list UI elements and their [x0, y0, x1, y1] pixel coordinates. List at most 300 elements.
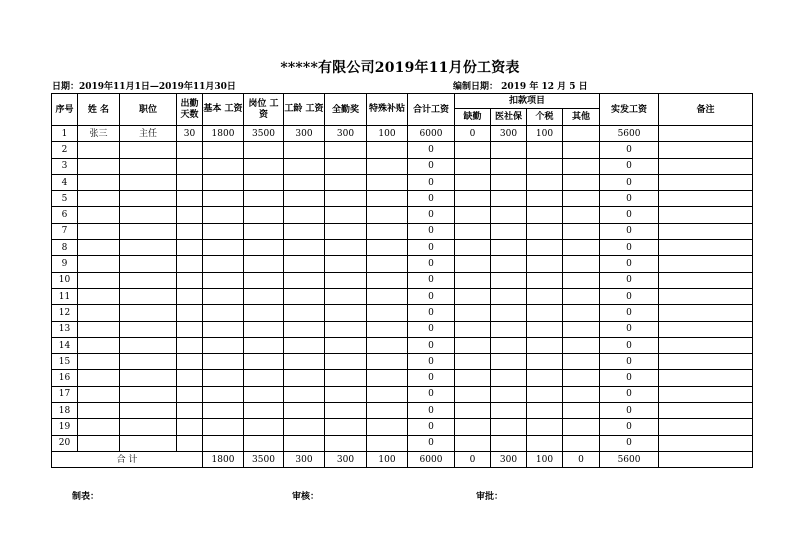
table-row — [52, 354, 753, 370]
cell-net-pay: 0 — [600, 354, 659, 370]
cell-tax — [527, 256, 563, 272]
cell-special — [367, 191, 408, 207]
cell-special — [367, 142, 408, 158]
cell-seq: 11 — [52, 288, 78, 304]
cell-base — [203, 403, 244, 419]
totals-post: 3500 — [244, 451, 284, 467]
cell-base — [203, 321, 244, 337]
cell-attendance — [177, 288, 203, 304]
cell-absence — [455, 435, 491, 451]
cell-absence — [455, 354, 491, 370]
cell-absence — [455, 256, 491, 272]
cell-tax — [527, 370, 563, 386]
cell-total-pay: 0 — [408, 419, 455, 435]
table-row — [52, 158, 753, 174]
cell-position — [120, 419, 177, 435]
cell-seq: 8 — [52, 240, 78, 256]
cell-seq: 12 — [52, 305, 78, 321]
cell-name — [78, 435, 120, 451]
cell-insurance — [491, 142, 527, 158]
cell-remarks — [659, 354, 753, 370]
table-row — [52, 305, 753, 321]
header-attendance: 出勤天数 — [177, 94, 203, 126]
cell-seniority — [284, 337, 325, 353]
cell-total-pay: 0 — [408, 435, 455, 451]
header-total-pay: 合计工资 — [408, 94, 455, 126]
cell-net-pay: 0 — [600, 435, 659, 451]
cell-total-pay: 0 — [408, 256, 455, 272]
cell-other — [563, 174, 600, 190]
cell-post — [244, 419, 284, 435]
cell-net-pay: 0 — [600, 419, 659, 435]
cell-special — [367, 240, 408, 256]
cell-absence — [455, 240, 491, 256]
cell-position — [120, 370, 177, 386]
totals-seniority: 300 — [284, 451, 325, 467]
cell-post — [244, 337, 284, 353]
cell-other — [563, 126, 600, 142]
cell-seq: 9 — [52, 256, 78, 272]
cell-total-pay: 0 — [408, 370, 455, 386]
cell-seq: 14 — [52, 337, 78, 353]
cell-full-attendance — [325, 354, 367, 370]
cell-name — [78, 403, 120, 419]
cell-base — [203, 419, 244, 435]
footer-reviewed-by: 审核： — [292, 492, 320, 502]
cell-insurance — [491, 386, 527, 402]
header-tax: 个税 — [527, 109, 563, 126]
cell-insurance — [491, 370, 527, 386]
cell-remarks — [659, 240, 753, 256]
cell-insurance — [491, 174, 527, 190]
cell-base — [203, 174, 244, 190]
cell-absence — [455, 337, 491, 353]
cell-attendance — [177, 223, 203, 239]
header-absence: 缺勤 — [455, 109, 491, 126]
table-row — [52, 240, 753, 256]
cell-insurance — [491, 354, 527, 370]
cell-net-pay: 0 — [600, 288, 659, 304]
cell-total-pay: 0 — [408, 174, 455, 190]
cell-special — [367, 288, 408, 304]
cell-seq: 19 — [52, 419, 78, 435]
cell-seniority — [284, 403, 325, 419]
cell-special — [367, 174, 408, 190]
cell-base — [203, 256, 244, 272]
cell-position — [120, 256, 177, 272]
cell-special — [367, 223, 408, 239]
cell-name — [78, 321, 120, 337]
cell-other — [563, 337, 600, 353]
cell-name — [78, 174, 120, 190]
table-row — [52, 321, 753, 337]
cell-full-attendance — [325, 142, 367, 158]
totals-absence: 0 — [455, 451, 491, 467]
cell-name — [78, 158, 120, 174]
cell-remarks — [659, 142, 753, 158]
cell-seq: 7 — [52, 223, 78, 239]
cell-position — [120, 191, 177, 207]
cell-other — [563, 419, 600, 435]
cell-other — [563, 403, 600, 419]
cell-position: 主任 — [120, 126, 177, 142]
cell-net-pay: 0 — [600, 142, 659, 158]
cell-other — [563, 158, 600, 174]
header-other: 其他 — [563, 109, 600, 126]
cell-tax — [527, 142, 563, 158]
cell-other — [563, 223, 600, 239]
cell-base — [203, 354, 244, 370]
cell-special: 100 — [367, 126, 408, 142]
cell-seq: 15 — [52, 354, 78, 370]
cell-seniority — [284, 305, 325, 321]
cell-post — [244, 256, 284, 272]
cell-insurance — [491, 207, 527, 223]
totals-total-pay: 6000 — [408, 451, 455, 467]
cell-position — [120, 354, 177, 370]
cell-net-pay: 0 — [600, 370, 659, 386]
cell-base — [203, 288, 244, 304]
cell-total-pay: 0 — [408, 321, 455, 337]
header-position: 职位 — [120, 94, 177, 126]
cell-remarks — [659, 419, 753, 435]
cell-name — [78, 337, 120, 353]
cell-seniority — [284, 386, 325, 402]
cell-net-pay: 0 — [600, 256, 659, 272]
cell-absence — [455, 321, 491, 337]
cell-base — [203, 337, 244, 353]
header-remarks: 备注 — [659, 94, 753, 126]
header-name: 姓 名 — [78, 94, 120, 126]
cell-post — [244, 191, 284, 207]
cell-attendance — [177, 403, 203, 419]
cell-total-pay: 0 — [408, 288, 455, 304]
cell-post — [244, 207, 284, 223]
cell-base — [203, 386, 244, 402]
cell-attendance — [177, 158, 203, 174]
cell-seniority — [284, 256, 325, 272]
cell-net-pay: 0 — [600, 207, 659, 223]
cell-absence — [455, 403, 491, 419]
cell-seq: 13 — [52, 321, 78, 337]
cell-name — [78, 272, 120, 288]
cell-net-pay: 5600 — [600, 126, 659, 142]
table-row — [52, 174, 753, 190]
cell-remarks — [659, 191, 753, 207]
cell-other — [563, 354, 600, 370]
table-row — [52, 337, 753, 353]
cell-attendance — [177, 142, 203, 158]
cell-position — [120, 223, 177, 239]
cell-insurance: 300 — [491, 126, 527, 142]
cell-tax — [527, 240, 563, 256]
cell-full-attendance — [325, 256, 367, 272]
cell-absence — [455, 158, 491, 174]
cell-attendance: 30 — [177, 126, 203, 142]
cell-seniority — [284, 272, 325, 288]
cell-net-pay: 0 — [600, 191, 659, 207]
cell-base — [203, 142, 244, 158]
cell-base — [203, 240, 244, 256]
header-row — [52, 94, 753, 109]
cell-remarks — [659, 370, 753, 386]
cell-insurance — [491, 337, 527, 353]
cell-attendance — [177, 435, 203, 451]
payroll-table — [51, 93, 753, 468]
cell-remarks — [659, 272, 753, 288]
cell-name — [78, 207, 120, 223]
cell-insurance — [491, 240, 527, 256]
cell-base — [203, 158, 244, 174]
cell-remarks — [659, 337, 753, 353]
totals-tax: 100 — [527, 451, 563, 467]
cell-full-attendance — [325, 158, 367, 174]
header-seniority-salary: 工龄 工资 — [284, 94, 325, 126]
cell-insurance — [491, 305, 527, 321]
header-deductions: 扣款项目 — [455, 94, 600, 109]
cell-special — [367, 158, 408, 174]
cell-seq: 20 — [52, 435, 78, 451]
cell-absence — [455, 419, 491, 435]
cell-other — [563, 305, 600, 321]
cell-total-pay: 6000 — [408, 126, 455, 142]
cell-absence — [455, 223, 491, 239]
table-row — [52, 403, 753, 419]
cell-attendance — [177, 256, 203, 272]
cell-name — [78, 240, 120, 256]
cell-attendance — [177, 191, 203, 207]
cell-absence — [455, 272, 491, 288]
cell-position — [120, 321, 177, 337]
cell-insurance — [491, 158, 527, 174]
cell-attendance — [177, 321, 203, 337]
header-net-pay: 实发工资 — [600, 94, 659, 126]
cell-post — [244, 354, 284, 370]
table-row — [52, 288, 753, 304]
cell-name — [78, 386, 120, 402]
cell-base: 1800 — [203, 126, 244, 142]
cell-absence — [455, 142, 491, 158]
cell-seq: 10 — [52, 272, 78, 288]
cell-insurance — [491, 191, 527, 207]
cell-net-pay: 0 — [600, 321, 659, 337]
cell-other — [563, 207, 600, 223]
cell-net-pay: 0 — [600, 386, 659, 402]
cell-base — [203, 305, 244, 321]
cell-seniority — [284, 158, 325, 174]
cell-full-attendance — [325, 207, 367, 223]
totals-label: 合 计 — [52, 451, 203, 467]
cell-total-pay: 0 — [408, 207, 455, 223]
cell-other — [563, 386, 600, 402]
cell-insurance — [491, 321, 527, 337]
cell-seniority — [284, 419, 325, 435]
cell-position — [120, 158, 177, 174]
cell-full-attendance — [325, 191, 367, 207]
cell-post — [244, 370, 284, 386]
cell-tax: 100 — [527, 126, 563, 142]
cell-tax — [527, 321, 563, 337]
cell-attendance — [177, 240, 203, 256]
cell-full-attendance — [325, 337, 367, 353]
cell-full-attendance — [325, 386, 367, 402]
cell-full-attendance — [325, 419, 367, 435]
cell-seq: 1 — [52, 126, 78, 142]
table-row — [52, 386, 753, 402]
cell-special — [367, 435, 408, 451]
cell-insurance — [491, 435, 527, 451]
cell-base — [203, 272, 244, 288]
table-row — [52, 207, 753, 223]
cell-post — [244, 158, 284, 174]
cell-base — [203, 435, 244, 451]
cell-full-attendance — [325, 305, 367, 321]
cell-full-attendance — [325, 240, 367, 256]
totals-other: 0 — [563, 451, 600, 467]
cell-tax — [527, 223, 563, 239]
cell-base — [203, 370, 244, 386]
cell-post — [244, 223, 284, 239]
cell-remarks — [659, 158, 753, 174]
cell-post — [244, 305, 284, 321]
cell-special — [367, 207, 408, 223]
cell-insurance — [491, 223, 527, 239]
cell-base — [203, 191, 244, 207]
cell-base — [203, 223, 244, 239]
cell-full-attendance — [325, 403, 367, 419]
cell-name — [78, 419, 120, 435]
cell-special — [367, 272, 408, 288]
cell-other — [563, 142, 600, 158]
cell-absence — [455, 305, 491, 321]
compile-date: 编制日期： 2019 年 12 月 5 日 — [453, 82, 588, 92]
cell-special — [367, 370, 408, 386]
cell-insurance — [491, 256, 527, 272]
cell-remarks — [659, 223, 753, 239]
cell-seq: 16 — [52, 370, 78, 386]
cell-absence — [455, 207, 491, 223]
header-base-salary: 基本 工资 — [203, 94, 244, 126]
cell-tax — [527, 207, 563, 223]
cell-insurance — [491, 419, 527, 435]
table-row — [52, 126, 753, 142]
cell-remarks — [659, 403, 753, 419]
cell-net-pay: 0 — [600, 403, 659, 419]
cell-absence — [455, 191, 491, 207]
header-seq: 序号 — [52, 94, 78, 126]
cell-absence: 0 — [455, 126, 491, 142]
cell-remarks — [659, 288, 753, 304]
cell-absence — [455, 370, 491, 386]
table-row — [52, 191, 753, 207]
cell-post — [244, 272, 284, 288]
cell-seniority — [284, 370, 325, 386]
cell-other — [563, 321, 600, 337]
page-title: *****有限公司2019年11月份工资表 — [280, 60, 520, 76]
cell-tax — [527, 305, 563, 321]
cell-net-pay: 0 — [600, 174, 659, 190]
cell-attendance — [177, 386, 203, 402]
cell-net-pay: 0 — [600, 305, 659, 321]
cell-position — [120, 337, 177, 353]
cell-seniority — [284, 223, 325, 239]
cell-tax — [527, 354, 563, 370]
cell-full-attendance — [325, 272, 367, 288]
cell-absence — [455, 288, 491, 304]
cell-seq: 4 — [52, 174, 78, 190]
cell-attendance — [177, 305, 203, 321]
cell-other — [563, 435, 600, 451]
cell-remarks — [659, 386, 753, 402]
cell-position — [120, 142, 177, 158]
cell-tax — [527, 337, 563, 353]
cell-name — [78, 142, 120, 158]
cell-tax — [527, 419, 563, 435]
cell-special — [367, 321, 408, 337]
cell-total-pay: 0 — [408, 272, 455, 288]
cell-position — [120, 435, 177, 451]
header-full-attendance: 全勤奖 — [325, 94, 367, 126]
cell-net-pay: 0 — [600, 223, 659, 239]
cell-post — [244, 174, 284, 190]
cell-name — [78, 305, 120, 321]
cell-seq: 2 — [52, 142, 78, 158]
cell-remarks — [659, 207, 753, 223]
cell-seniority — [284, 207, 325, 223]
cell-tax — [527, 435, 563, 451]
cell-name — [78, 223, 120, 239]
cell-attendance — [177, 174, 203, 190]
table-row — [52, 370, 753, 386]
cell-net-pay: 0 — [600, 337, 659, 353]
cell-other — [563, 240, 600, 256]
totals-net-pay: 5600 — [600, 451, 659, 467]
cell-attendance — [177, 419, 203, 435]
cell-position — [120, 240, 177, 256]
cell-remarks — [659, 305, 753, 321]
totals-full-attendance: 300 — [325, 451, 367, 467]
cell-insurance — [491, 272, 527, 288]
cell-tax — [527, 174, 563, 190]
cell-full-attendance — [325, 435, 367, 451]
cell-special — [367, 305, 408, 321]
cell-name — [78, 370, 120, 386]
table-row — [52, 272, 753, 288]
cell-post — [244, 386, 284, 402]
cell-seniority — [284, 354, 325, 370]
cell-absence — [455, 386, 491, 402]
cell-total-pay: 0 — [408, 191, 455, 207]
cell-tax — [527, 272, 563, 288]
cell-insurance — [491, 288, 527, 304]
cell-name — [78, 288, 120, 304]
totals-special: 100 — [367, 451, 408, 467]
cell-full-attendance: 300 — [325, 126, 367, 142]
cell-attendance — [177, 354, 203, 370]
cell-total-pay: 0 — [408, 240, 455, 256]
header-insurance: 医社保 — [491, 109, 527, 126]
cell-name — [78, 256, 120, 272]
table-row — [52, 435, 753, 451]
cell-post — [244, 240, 284, 256]
cell-post — [244, 142, 284, 158]
cell-seq: 5 — [52, 191, 78, 207]
cell-remarks — [659, 321, 753, 337]
cell-seniority — [284, 174, 325, 190]
cell-position — [120, 288, 177, 304]
cell-name — [78, 191, 120, 207]
header-special-allowance: 特殊补贴 — [367, 94, 408, 126]
